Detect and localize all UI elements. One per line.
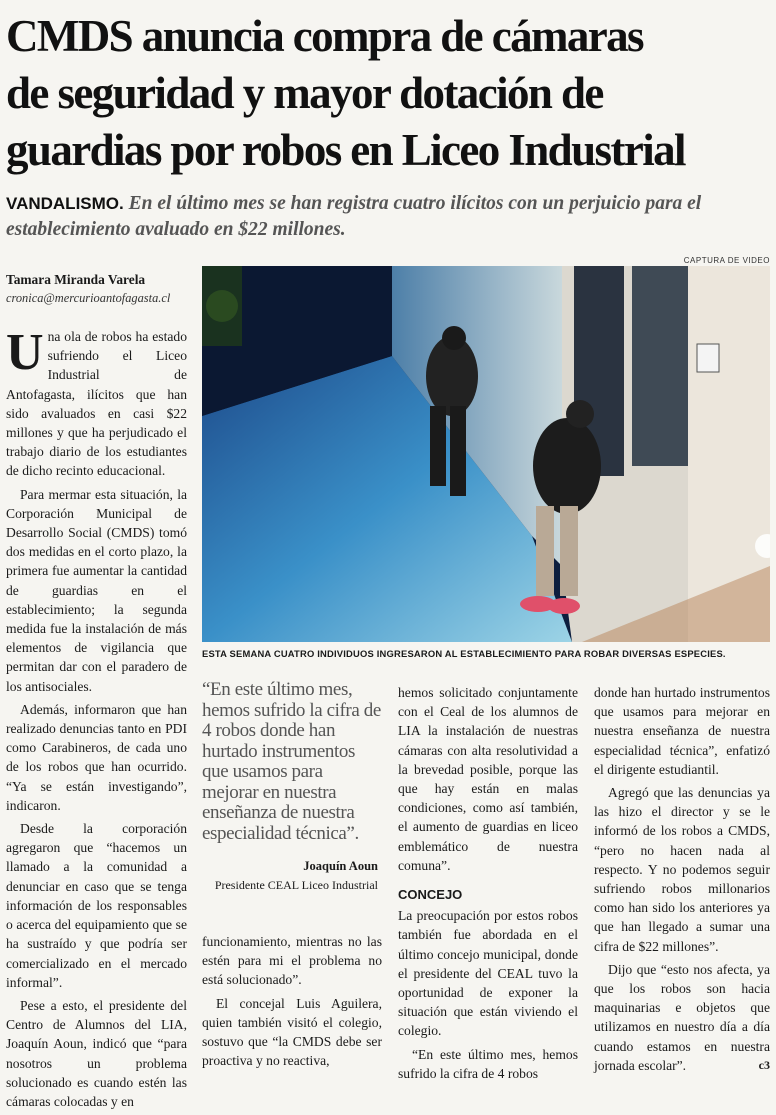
- pull-quote: [202, 680, 382, 893]
- paragraph: donde han hurtado instrumentos que usamos para mejorar en nuestra enseñanza de nuestra especialidad técnica”, enfatizó el dirigente estudiantil.: [594, 685, 770, 777]
- news-photo: [202, 266, 770, 642]
- lead-kicker: VANDALISMO.: [6, 194, 124, 213]
- end-mark-icon: c3: [758, 1057, 770, 1072]
- article-column-2: [202, 932, 382, 1074]
- section-subhead: CONCEJO: [398, 887, 463, 903]
- author-name: Tamara Miranda Varela: [6, 272, 146, 287]
- paragraph: funcionamiento, mientras no las estén para mi el problema no está solucionado”.: [202, 934, 382, 988]
- quote-author: Joaquín Aoun: [303, 859, 378, 873]
- byline: [6, 272, 198, 306]
- paragraph: Para mermar esta situación, la Corporación Municipal de Desarrollo Social (CMDS) tomó dos medidas en el corto plazo, la primera fue aumentar la cantidad de guardias en el establecimiento; la segunda medida fue la instalación de más elementos de vigilancia que permitan dar con el paradero de los antisociales.: [6, 486, 187, 694]
- paragraph: Desde la corporación agregaron que “hacemos un llamado a la comunidad a denunciar en caso que se tenga información de los responsables o acerca del equipamiento que se ha sustraído y que podría ser comercializado en el mercado informal”.: [6, 821, 187, 990]
- quote-text: “En este último mes, hemos sufrido la cifra de 4 robos donde han hurtado instrumentos que usamos para mejorar en nuestra enseñanza de nuestra especialidad técnica”.: [202, 679, 381, 844]
- paragraph: “En este último mes, hemos sufrido la cifra de 4 robos: [398, 1046, 578, 1081]
- headline: [6, 8, 772, 179]
- paragraph: [6, 324, 187, 481]
- paragraph: [594, 960, 770, 1075]
- headline-line: de seguridad y mayor dotación de: [6, 68, 603, 118]
- photo-credit: CAPTURA DE VIDEO: [683, 256, 770, 265]
- quote-role: Presidente CEAL Liceo Industrial: [214, 878, 378, 892]
- author-email[interactable]: cronica@mercurioantofagasta.cl: [6, 291, 171, 305]
- paragraph: Además, informaron que han realizado denuncias tanto en PDI como Carabineros, de cada uno de los robos que han ocurrido. “Ya se están investigando”, indicaron.: [6, 701, 187, 813]
- photo-caption: ESTA SEMANA CUATRO INDIVIDUOS INGRESARON AL ESTABLECIMIENTO PARA ROBAR DIVERSAS ESPECIES.: [202, 648, 726, 659]
- paragraph-text: Dijo que “esto nos afecta, ya que los robos son hacia maquinarias e objetos que utilizamos en nuestro día a día cuando estamos en nuestra jornada escolar”.: [594, 961, 770, 1073]
- headline-line: guardias por robos en Liceo Industrial: [6, 125, 685, 175]
- paragraph-text: na ola de robos ha estado sufriendo el Liceo Industrial de Antofagasta, ilícitos que han sido avaluados en casi $22 millones y que ha perjudicado el trabajo diario de los estudiantes de dicho recinto educacional.: [6, 329, 187, 479]
- article-column-1: [6, 324, 187, 1115]
- paragraph: La preocupación por estos robos también fue abordada en el último concejo municipal, donde el presidente del CEAL tuvo la oportunidad de exponer la situación que están viviendo el colegio.: [398, 908, 578, 1039]
- article-column-3: [398, 683, 578, 1087]
- article-column-4: [594, 683, 770, 1079]
- paragraph: hemos solicitado conjuntamente con el Ceal de los alumnos de LIA la instalación de nuestras cámaras con alta resolutividad a la brevedad posible, porque las que hay están en malas condiciones, como así también, el aumento de guardias en liceo emblemático de nuestra comuna”.: [398, 685, 578, 873]
- paragraph: Agregó que las denuncias ya las hizo el director y se le informó de los robos a CMDS, “pero no hacen nada al respecto. Y no podemos seguir sufriendo robos millonarios como han sido los anteriores ya que han llegado a sumar una cifra de $22 millones”.: [594, 785, 770, 954]
- paragraph: El concejal Luis Aguilera, quien también visitó el colegio, sostuvo que “la CMDS debe ser proactiva y no reactiva,: [202, 995, 382, 1069]
- lead-text: En el último mes se han registra cuatro ilícitos con un perjuicio para el establecimiento avaluado en $22 millones.: [6, 193, 702, 240]
- headline-line: CMDS anuncia compra de cámaras: [6, 11, 643, 61]
- drop-cap: U: [6, 324, 44, 381]
- lead-paragraph: [6, 191, 772, 243]
- cctv-image: [202, 266, 770, 642]
- paragraph: Pese a esto, el presidente del Centro de Alumnos del LIA, Joaquín Aoun, indicó que “para nosotros un problema solucionado es cuando estén las cámaras colocadas y en: [6, 997, 187, 1109]
